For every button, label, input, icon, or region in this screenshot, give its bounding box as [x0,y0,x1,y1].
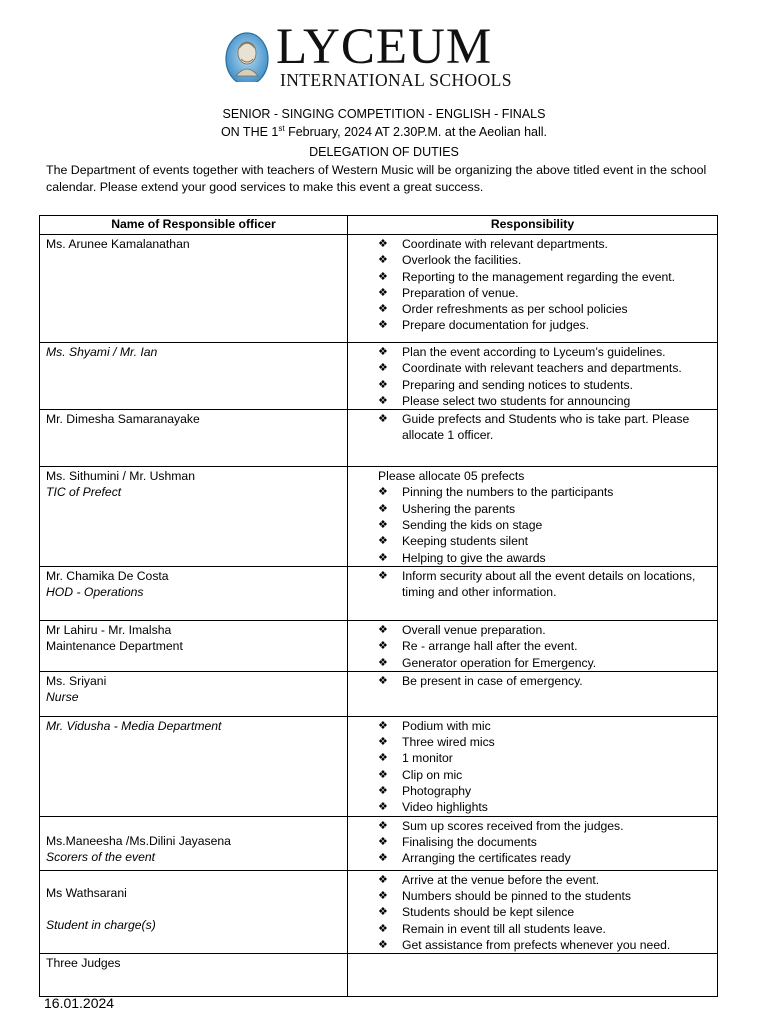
bullet-icon: ❖ [378,640,388,653]
bullet-icon: ❖ [378,286,388,299]
responsibility-text: Arranging the certificates ready [402,851,571,866]
responsibility-text: Helping to give the awards [402,550,546,565]
intro-paragraph: The Department of events together with teachers of Western Music will be organizing the above titled event in the school calendar. Please extend your good services to make this event a great success. [46,163,707,194]
list-item [378,344,713,360]
responsibility-cell [348,235,718,343]
responsibility-text: Numbers should be pinned to the students [402,888,632,903]
bullet-icon: ❖ [378,303,388,316]
responsibility-list [378,872,713,953]
list-item [378,285,713,301]
list-item [378,533,713,549]
responsibility-text: Please select two students for announcing [402,393,631,408]
logo-subtitle: INTERNATIONAL SCHOOLS [280,70,512,90]
event-date-pre: ON THE 1 [220,125,279,139]
responsibility-cell [348,954,718,997]
list-item [378,818,713,834]
officer-cell [40,816,348,870]
event-title: SENIOR - SINGING COMPETITION - ENGLISH - FINALS [222,107,546,121]
officer-name: Ms. Sriyani [46,673,107,688]
list-item [378,783,713,799]
responsibility-cell [348,566,718,620]
bullet-icon: ❖ [378,835,388,848]
list-item [378,550,713,566]
bullet-icon: ❖ [378,519,388,532]
bullet-icon: ❖ [378,319,388,332]
bullet-icon: ❖ [378,270,388,283]
bullet-icon: ❖ [378,922,388,935]
officer-role: Scorers of the event [46,849,156,864]
list-item [378,252,713,268]
officer-role: HOD - Operations [46,585,144,600]
list-item [378,937,713,953]
list-item [378,317,713,333]
table-row [40,410,718,467]
responsibility-list [378,484,713,565]
school-seal-icon [224,32,270,88]
list-item [378,393,713,409]
responsibility-text: Reporting to the management regarding the event. [402,269,676,284]
officer-name: Three Judges [46,956,121,971]
list-item [378,568,713,601]
responsibility-text: Arrive at the venue before the event. [402,872,600,887]
responsibility-text: Inform security about all the event details on locations, timing and other information. [402,568,696,600]
responsibility-text: Coordinate with relevant teachers and departments. [402,361,682,376]
list-item [378,673,713,689]
responsibility-text: Pinning the numbers to the participants [402,485,614,500]
officer-cell [40,566,348,620]
list-item [378,655,713,671]
officer-name: Mr. Vidusha - Media Department [46,718,222,733]
table-row [40,716,718,816]
responsibility-text: 1 monitor [402,751,453,766]
officer-name: Ms. Sithumini / Mr. Ushman [46,469,195,484]
bullet-icon: ❖ [378,569,388,582]
list-item [378,921,713,937]
list-item [378,638,713,654]
list-item [378,411,713,444]
list-item [378,799,713,815]
officer-name: Mr. Dimesha Samaranayake [46,412,200,427]
responsibility-text: Three wired mics [402,735,495,750]
list-item [378,718,713,734]
responsibility-text: Guide prefects and Students who is take part. Please allocate 1 officer. [402,412,690,443]
table-row [40,870,718,953]
responsibility-cell [348,467,718,567]
responsibility-text: Be present in case of emergency. [402,673,583,688]
responsibility-list [378,344,713,409]
bullet-icon: ❖ [378,623,388,636]
responsibility-text: Get assistance from prefects whenever you need. [402,937,671,952]
document-heading: DELEGATION OF DUTIES [309,145,459,159]
table-row [40,343,718,410]
bullet-icon: ❖ [378,656,388,669]
event-date-post: February, 2024 AT 2.30P.M. at the Aeolian hall. [284,125,548,139]
officer-name: Mr Lahiru - Mr. Imalsha [46,622,172,637]
responsibility-text: Plan the event according to Lyceum’s guidelines. [402,345,666,359]
bullet-icon: ❖ [378,768,388,781]
responsibility-list [378,622,713,671]
logo-title: LYCEUM [276,19,493,75]
officer-cell [40,467,348,567]
responsibility-lead: Please allocate 05 prefects [378,469,525,484]
list-item [378,517,713,533]
responsibility-text: Re - arrange hall after the event. [402,639,578,654]
responsibility-text: Prepare documentation for judges. [402,318,589,333]
document-date: 16.01.2024 [44,995,115,1011]
responsibility-cell [348,620,718,671]
table-row [40,671,718,716]
bullet-icon: ❖ [378,362,388,375]
responsibility-text: Podium with mic [402,718,491,733]
bullet-icon: ❖ [378,346,388,358]
officer-name: Ms.Maneesha /Ms.Dilini Jayasena [46,833,231,848]
bullet-icon: ❖ [378,394,388,407]
officer-cell [40,954,348,997]
event-date-sup: st [278,124,285,133]
responsibility-text: Remain in event till all students leave. [402,921,606,936]
officer-cell [40,620,348,671]
responsibility-text: Generator operation for Emergency. [402,655,597,670]
responsibility-cell [348,716,718,816]
responsibility-text: Order refreshments as per school policies [402,302,628,317]
list-item [378,236,713,252]
officer-name: Ms. Arunee Kamalanathan [46,237,190,251]
bullet-icon: ❖ [378,736,388,749]
list-item [378,750,713,766]
bullet-icon: ❖ [378,413,388,426]
bullet-icon: ❖ [378,674,388,687]
bullet-icon: ❖ [378,938,388,951]
officer-cell [40,235,348,343]
table-row [40,467,718,567]
list-item [378,904,713,920]
list-item [378,850,713,866]
bullet-icon: ❖ [378,906,388,919]
bullet-icon: ❖ [378,238,388,250]
responsibility-text: Overall venue preparation. [402,622,546,637]
responsibility-text: Students should be kept silence [402,905,575,920]
responsibility-text: Video highlights [402,800,488,815]
responsibility-text: Finalising the documents [402,834,537,849]
responsibility-text: Ushering the parents [402,501,516,516]
officer-name: Mr. Chamika De Costa [46,568,169,583]
bullet-icon: ❖ [378,873,388,886]
bullet-icon: ❖ [378,801,388,814]
officer-cell [40,410,348,467]
officer-cell [40,671,348,716]
officer-cell [40,343,348,410]
responsibility-list [378,411,713,444]
table-row [40,816,718,870]
list-item [378,269,713,285]
responsibility-text: Clip on mic [402,767,463,782]
officer-role: Nurse [46,690,79,705]
table-row [40,235,718,343]
responsibility-list [378,236,713,334]
bullet-icon: ❖ [378,535,388,548]
bullet-icon: ❖ [378,719,388,732]
responsibility-cell [348,816,718,870]
table-row [40,566,718,620]
responsibility-list [378,568,713,601]
table-body [40,235,718,997]
bullet-icon: ❖ [378,889,388,902]
list-item [378,872,713,888]
responsibility-text: Sending the kids on stage [402,518,543,533]
officer-role: Student in charge(s) [46,917,156,932]
responsibility-text: Sum up scores received from the judges. [402,818,624,833]
list-item [378,767,713,783]
list-item [378,622,713,638]
officer-cell [40,716,348,816]
table-row [40,954,718,997]
column-header-responsibility: Responsibility [348,216,718,235]
list-item [378,484,713,500]
bullet-icon: ❖ [378,254,388,267]
responsibility-cell [348,343,718,410]
bullet-icon: ❖ [378,551,388,564]
responsibility-text: Overlook the facilities. [402,253,522,268]
officer-name: Ms Wathsarani [46,885,127,900]
responsibility-cell [348,870,718,953]
list-item [378,301,713,317]
officer-cell [40,870,348,953]
responsibility-text: Photography [402,784,472,799]
bullet-icon: ❖ [378,378,388,391]
bullet-icon: ❖ [378,852,388,865]
bullet-icon: ❖ [378,785,388,798]
event-date-line [0,124,768,140]
column-header-officer: Name of Responsible officer [40,216,348,235]
responsibility-text: Preparing and sending notices to students. [402,377,634,392]
bullet-icon: ❖ [378,502,388,515]
list-item [378,377,713,393]
table-row [40,620,718,671]
list-item [378,360,713,376]
responsibility-text: Preparation of venue. [402,285,519,300]
list-item [378,734,713,750]
responsibility-text: Coordinate with relevant departments. [402,237,608,251]
list-item [378,834,713,850]
officer-name: Ms. Shyami / Mr. Ian [46,345,158,359]
responsibility-list [378,718,713,816]
officer-role: TIC of Prefect [46,485,122,500]
table-header-row [40,216,718,235]
responsibility-cell [348,671,718,716]
bullet-icon: ❖ [378,486,388,499]
school-logo [224,19,524,92]
responsibility-cell [348,410,718,467]
bullet-icon: ❖ [378,752,388,765]
bullet-icon: ❖ [378,819,388,832]
responsibility-text: Keeping students silent [402,534,529,549]
responsibility-list [378,818,713,867]
list-item [378,888,713,904]
delegation-table [39,215,718,997]
officer-role: Maintenance Department [46,639,183,654]
list-item [378,501,713,517]
responsibility-list [378,673,713,689]
